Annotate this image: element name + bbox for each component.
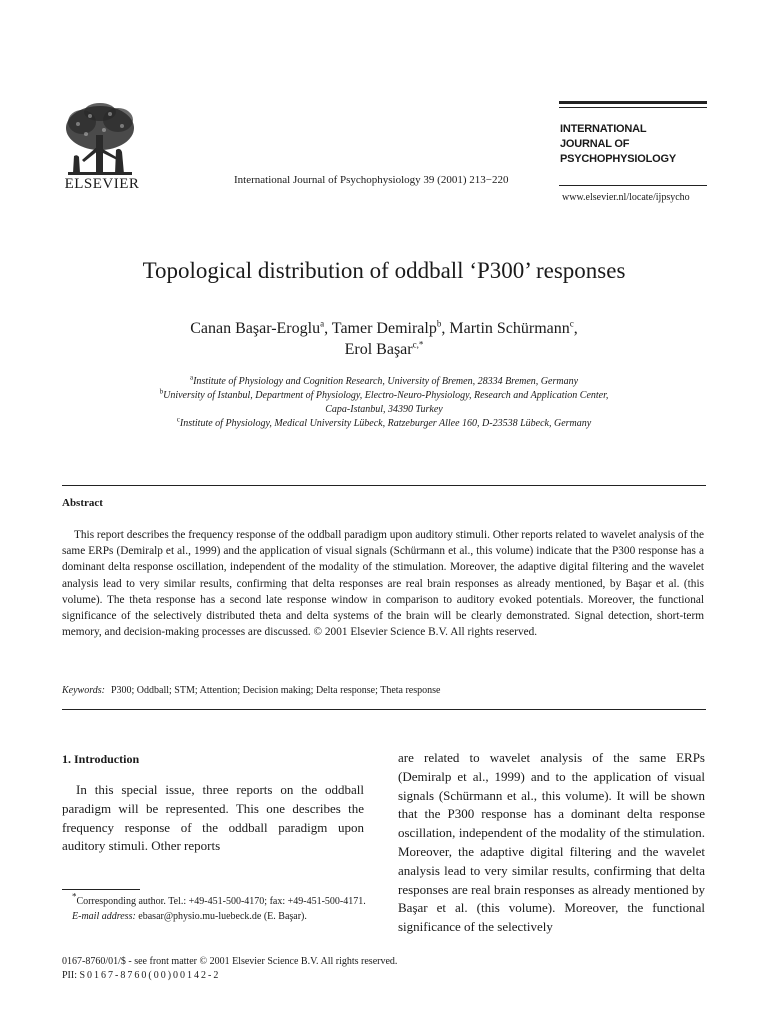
affiliation-text: University of Istanbul, Department of Physiology, Electro-Neuro-Physiology, Research and Application Center, [163,390,609,401]
journal-url: www.elsevier.nl/locate/ijpsycho [562,192,690,203]
pii-label: PII: [62,970,77,981]
author-affiliation-mark: c,* [412,339,424,350]
body-text-right-column: are related to wavelet analysis of the same ERPs (Demiralp et al., 1999) and to the application of visual signals (Schürmann et al., this volume). It will be shown that the P300 response has a dominant delta response oscillation, independent of the modality of the stimulation. Moreover, the adaptive digital filtering and the wavelet analysis lead to very similar results, confirming that delta responses are real brain responses as already mentioned by Başar et al. (this volume). Moreover, the functional significance of the selectively [398,750,705,935]
author-name: Tamer Demiralp [331,320,437,337]
abstract-rule-top [62,485,706,486]
affiliation-mark: a [189,373,194,382]
copyright-block [62,955,397,983]
abstract-rule-bottom [62,709,706,710]
keywords-text: P300; Oddball; STM; Attention; Decision making; Delta response; Theta response [110,685,441,696]
email-address: ebasar@physio.mu-luebeck.de (E. Başar). [138,910,307,922]
affiliation-b-continued [0,403,768,417]
author-separator: , [324,320,332,337]
author-list-line-2 [0,341,768,359]
author-separator: , [441,320,450,337]
keywords-label: Keywords: [62,685,105,696]
author-affiliation-mark: c [569,318,574,329]
author-separator: , [573,320,578,337]
affiliation-mark: c [176,415,180,424]
journal-title-line: JOURNAL OF [560,138,630,150]
copyright-line: 0167-8760/01/$ - see front matter © 2001 Elsevier Science B.V. All rights reserved. [62,956,398,967]
author-list-line-1 [0,320,768,338]
footnote-email [62,910,366,925]
author-affiliation-mark: b [436,318,442,329]
footnote-corresponding-author [62,891,366,910]
affiliation-c [0,417,768,431]
journal-title-line: PSYCHOPHYSIOLOGY [560,153,676,165]
footnote-mark: * [72,891,77,902]
author-name: Canan Başar-Eroglu [190,320,321,337]
author-name: Martin Schürmann [449,320,570,337]
abstract-heading: Abstract [62,497,103,509]
journal-title [560,122,676,167]
affiliation-a [0,375,768,389]
publisher-wordmark: ELSEVIER [64,176,140,192]
affiliation-text: Capa-Istanbul, 34390 Turkey [325,404,443,415]
journal-title-rule-top [559,101,707,104]
footnote [62,891,366,924]
footnote-text: Corresponding author. Tel.: +49-451-500-4170; fax: +49-451-500-4171. [76,896,366,907]
email-label: E-mail address: [72,910,136,922]
affiliation-text: Institute of Physiology, Medical University Lübeck, Ratzeburger Allee 160, D-23538 Lübeck, Germany [179,418,592,429]
affiliation-b [0,389,768,403]
section-heading-introduction: 1. Introduction [62,752,140,766]
journal-title-line: INTERNATIONAL [560,123,647,135]
body-text-left-column: In this special issue, three reports on the oddball paradigm will be represented. This one describes the frequency response of the oddball paradigm upon auditory stimuli. Other reports [62,782,364,854]
journal-title-rule-bottom [559,185,707,186]
keywords [62,685,440,696]
author-affiliation-mark: a [320,318,325,329]
pii-value: S0167-8760(00)00142-2 [79,970,221,981]
abstract-text: This report describes the frequency response of the oddball paradigm upon auditory stimuli. Other reports related to wavelet analysis of the same ERPs (Demiralp et al., 1999) and the application of visual signals (Schürmann et al., this volume) indicate that the P300 response has a dominant delta response oscillation, independent of the modality of the stimulation. Moreover, the adaptive digital filtering and the wavelet analysis lead to very similar results, confirming that delta responses are real brain responses as already mentioned, by Başar et al. (this volume). The theta response has a second late response window in comparison to auditory evoked potentials. Moreover, the functional significance of the selectively distributed theta and delta systems of the brain will be clearly demonstrated. Signal detection, short-term memory, and decision-making processes are discussed. © 2001 Elsevier Science B.V. All rights reserved. [62,529,704,639]
affiliation-mark: b [159,387,164,396]
author-name: Erol Başar [344,341,413,358]
pii-line [62,969,397,983]
affiliation-text: Institute of Physiology and Cognition Research, University of Bremen, 28334 Bremen, Germany [193,376,579,387]
journal-title-rule-thin [559,107,707,108]
footnote-rule [62,889,140,890]
journal-reference: International Journal of Psychophysiology 39 (2001) 213−220 [234,174,509,186]
paper-title: Topological distribution of oddball ‘P300’ responses [142,258,626,283]
